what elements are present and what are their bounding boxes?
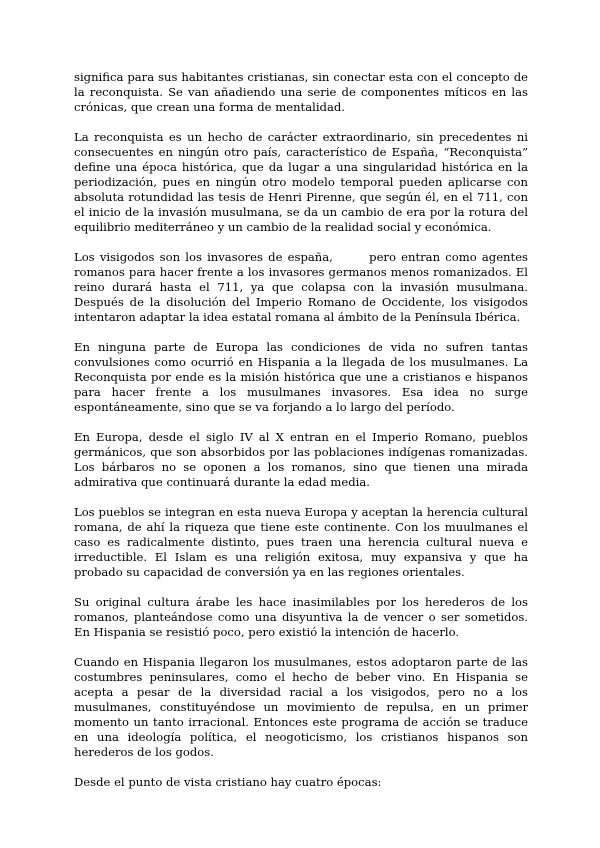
paragraph-2: La reconquista es un hecho de carácter extraordinario, sin precedentes ni consecuentes en ningún otro país, característico de España, “Reconquista” define una época histórica, que da lugar a una singularidad histórica en la periodización, pues en ningún otro modelo temporal pueden aplicarse con absoluta rotundidad las tesis de Henri Pirenne, que según él, en el 711, con el inicio de la invasión musulmana, se da un cambio de era por la rotura del equilibrio mediterráneo y un cambio de la realidad social y económica. [74, 130, 528, 234]
paragraph-4: En ninguna parte de Europa las condiciones de vida no sufren tantas convulsiones como ocurrió en Hispania a la llegada de los musulmanes. La Reconquista por ende es la misión histórica que une a cristianos e hispanos para hacer frente a los musulmanes invasores. Esa idea no surge espontáneamente, sino que se va forjando a lo largo del período. [74, 340, 528, 414]
paragraph-3: Los visigodos son los invasores de españa, pero entran como agentes romanos para hacer frente a los invasores germanos menos romanizados. El reino durará hasta el 711, ya que colapsa con la invasión musulmana. Después de la disolución del Imperio Romano de Occidente, los visigodos intentaron adaptar la idea estatal romana al ámbito de la Península Ibérica. [74, 250, 532, 324]
paragraph-7: Su original cultura árabe les hace inasimilables por los herederos de los romanos, planteándose como una disyuntiva la de vencer o ser sometidos. En Hispania se resistió poco, pero existió la intención de hacerlo. [74, 595, 528, 639]
paragraph-8: Cuando en Hispania llegaron los musulmanes, estos adoptaron parte de las costumbres peninsulares, como el hecho de beber vino. En Hispania se acepta a pesar de la diversidad racial a los visigodos, pero no a los musulmanes, constituyéndose un movimiento de repulsa, en un primer momento un tanto irracional. Entonces este programa de acción se traduce en una ideología política, el neogoticismo, los cristianos hispanos son herederos de los godos. [74, 655, 528, 759]
paragraph-6: Los pueblos se integran en esta nueva Europa y aceptan la herencia cultural romana, de ahí la riqueza que tiene este continente. Con los muulmanes el caso es radicalmente distinto, pues traen una herencia cultural nueva e irreductible. El Islam es una religión exitosa, muy expansiva y que ha probado su capacidad de conversión ya en las regiones orientales. [74, 505, 528, 579]
paragraph-1: significa para sus habitantes cristianas, sin conectar esta con el concepto de la reconquista. Se van añadiendo una serie de componentes míticos en las crónicas, que crean una forma de mentalidad. [74, 70, 528, 114]
paragraph-9: Desde el punto de vista cristiano hay cuatro épocas: [74, 775, 382, 789]
document-page [74, 70, 532, 790]
paragraph-5: En Europa, desde el siglo IV al X entran en el Imperio Romano, pueblos germánicos, que son absorbidos por las poblaciones indígenas romanizadas. Los bárbaros no se oponen a los romanos, sino que tienen una mirada admirativa que continuará durante la edad media. [74, 430, 528, 489]
